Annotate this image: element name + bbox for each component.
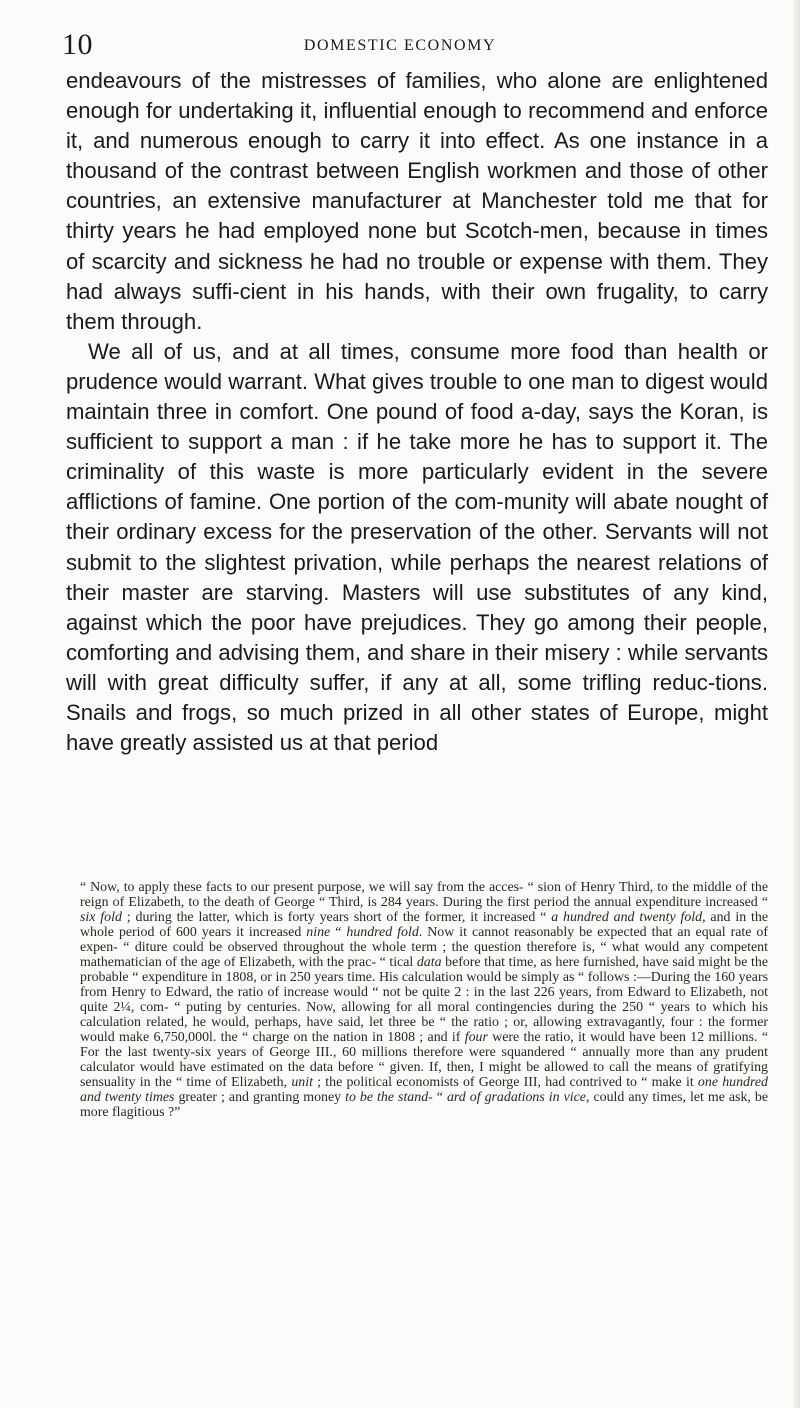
footnote-run: , could any times, let me ask, be more flagitious ?”: [80, 1090, 768, 1120]
footnote: [80, 880, 768, 1120]
paragraph-2: We all of us, and at all times, consume more food than health or prudence would warrant. What gives trouble to one man to digest would maintain three in comfort. One pound of food a-day, says the Koran, is sufficient to support a man : if he take more he has to support it. The criminality of this waste is more particularly evident in the severe afflictions of famine. One portion of the com-munity will abate nought of their ordinary excess for the preservation of the other. Servants will not submit to the slightest privation, while perhaps the nearest relations of their master are starving. Masters will use substitutes of any kind, against which the poor have prejudices. They go among their people, comforting and advising them, and share in their misery : while servants will with great difficulty suffer, if any at all, some trifling reduc-tions. Snails and frogs, so much prized in all other states of Europe, might have greatly assisted us at that period: [66, 338, 768, 756]
main-text: [66, 66, 768, 758]
footnote-italic-run: ard of gradations in vice: [446, 1090, 586, 1105]
footnote-italic-run: a hundred and twenty fold: [551, 910, 703, 925]
running-title: DOMESTIC ECONOMY: [303, 37, 497, 54]
footnote-italic-run: hundred fold: [346, 925, 419, 940]
footnote-italic-run: to be the stand-: [345, 1090, 433, 1105]
footnote-italic-run: six fold: [80, 910, 122, 925]
footnote-run: “ Now, to apply these facts to our present purpose, we will say from the acces- “ sion of Henry Third, to the middle of the reign of Elizabeth, to the death of George “ Third, is 284 years. During the first period the annual expenditure increased “: [80, 880, 768, 910]
footnote-italic-run: four: [464, 1030, 488, 1045]
footnote-run: greater ; and granting money: [174, 1090, 346, 1105]
footnote-run: ; during the latter, which is forty years short of the former, it increased “: [121, 910, 552, 925]
footnote-run: ; the political economists of George III, had contrived to “ make it: [312, 1075, 698, 1090]
footnote-run: “: [330, 925, 347, 940]
footnote-italic-run: one hundred and twenty times: [80, 1075, 768, 1105]
footnote-run: , and in the whole period of 600 years it increased: [80, 910, 768, 940]
footnote-run: “: [432, 1090, 447, 1105]
footnote-italic-run: unit: [291, 1075, 313, 1090]
footnote-italic-run: nine: [306, 925, 331, 940]
page-number: 10: [62, 28, 93, 61]
footnote-run: . Now it cannot reasonably be expected that an equal rate of expen- “ diture could be observed throughout the whole term ; the question therefore is, “ what would any competent mathematician of the age of Elizabeth, with the prac- “ tical: [80, 925, 768, 970]
footnote-run: before that time, as here furnished, have said might be the probable “ expenditure in 1808, or in 250 years time. His calculation would be simply as “ follows :—During the 160 years from Henry to Edward, the ratio of increase would “ not be quite 2 : in the last 226 years, from Edward to Elizabeth, not quite 2¼, com- “ puting by centuries. Now, allowing for all moral contingencies during the 250 “ years to which his calculation related, he would, perhaps, have said, let three be “ the ratio ; or, allowing extravagantly, four : the former would make 6,750,000l. the “ charge on the nation in 1808 ; and if: [80, 955, 768, 1045]
page-edge: [794, 0, 800, 1408]
footnote-run: were the ratio, it would have been 12 millions. “ For the last twenty-six years of George III., 60 millions therefore were squandered “ annually more than any prudent calculator would have estimated on the data before “ given. If, then, I might be allowed to call the means of gratifying sensuality in the “ time of Elizabeth,: [80, 1030, 768, 1090]
footnote-italic-run: data: [416, 955, 442, 970]
paragraph-1: endeavours of the mistresses of families, who alone are enlightened enough for undertaking it, influential enough to recommend and enforce it, and numerous enough to carry it into effect. As one instance in a thousand of the contrast between English workmen and those of other countries, an extensive manufacturer at Manchester told me that for thirty years he had employed none but Scotch-men, because in times of scarcity and sickness he had no trouble or expense with them. They had always suffi-cient in his hands, with their own frugality, to carry them through.: [66, 68, 768, 334]
